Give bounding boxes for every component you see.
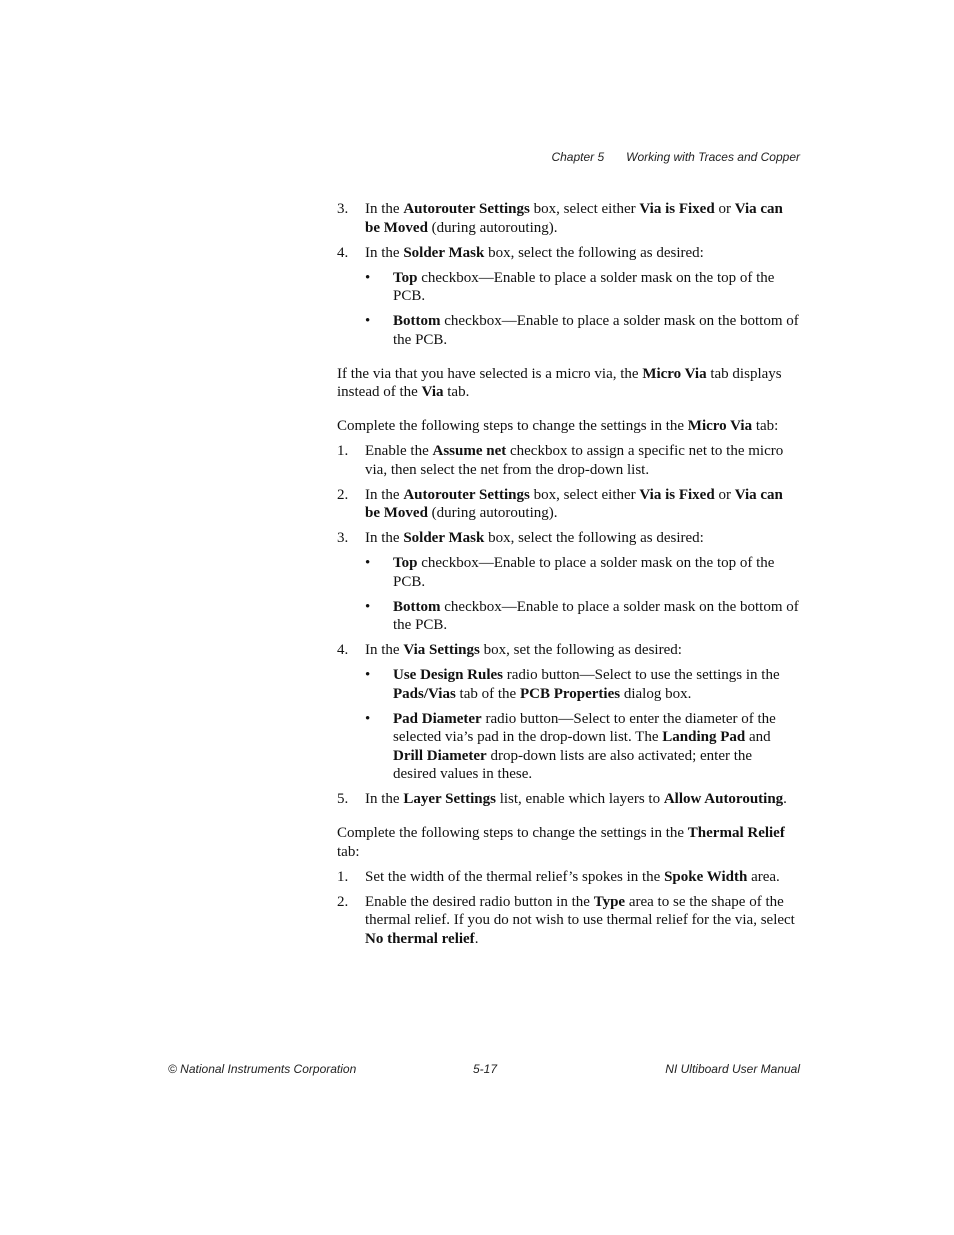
bullet-item: • Use Design Rules radio button—Select to use the settings in the Pads/Vias tab of the PCB Properties dialog box. [365, 667, 780, 702]
via-step-4: 4. In the Solder Mask box, select the following as desired: [337, 244, 704, 261]
chapter-title: Working with Traces and Copper [626, 150, 800, 164]
micro-via-step-5: 5. In the Layer Settings list, enable which layers to Allow Autorouting. [337, 791, 787, 807]
micro-via-note: If the via that you have selected is a micro via, the Micro Via tab displays instead of the Via tab. [337, 365, 782, 400]
page-number: 5-17 [473, 1062, 498, 1076]
footer-copyright: © National Instruments Corporation [168, 1062, 357, 1076]
micro-via-step-4: 4. In the Via Settings box, set the following as desired: [337, 642, 682, 658]
bullet-item: • Pad Diameter radio button—Select to enter the diameter of the selected via’s pad in the drop-down list. The Landing Pad and Drill Diameter drop-down lists are also activated; enter the desired values in these. [365, 710, 776, 782]
bullet-item: • Top checkbox—Enable to place a solder mask on the top of the PCB. [365, 555, 775, 590]
thermal-step-1: 1. Set the width of the thermal relief’s spokes in the Spoke Width area. [337, 868, 780, 885]
bullet-item: • Top checkbox—Enable to place a solder mask on the top of the PCB. [365, 269, 775, 304]
running-header [551, 150, 800, 164]
body-text [337, 200, 799, 955]
micro-via-intro: Complete the following steps to change the settings in the Micro Via tab: [337, 418, 779, 434]
micro-via-step-2: 2. In the Autorouter Settings box, select either Via is Fixed or Via can be Moved (during autorouting). [337, 486, 783, 521]
chapter-label: Chapter 5 [551, 150, 605, 164]
thermal-relief-intro: Complete the following steps to change the settings in the Thermal Relief tab: [337, 825, 785, 860]
bullet-item: • Bottom checkbox—Enable to place a solder mask on the bottom of the PCB. [365, 598, 799, 633]
micro-via-step-1: 1. Enable the Assume net checkbox to assign a specific net to the micro via, then select the net from the drop-down list. [337, 443, 784, 478]
footer-manual-title: NI Ultiboard User Manual [665, 1062, 800, 1076]
bullet-item: • Bottom checkbox—Enable to place a solder mask on the bottom of the PCB. [365, 313, 799, 348]
micro-via-step-3: 3. In the Solder Mask box, select the following as desired: [337, 530, 704, 546]
thermal-step-2: 2. Enable the desired radio button in the Type area to se the shape of the thermal relief. If you do not wish to use thermal relief for the via, select No thermal relief. [337, 893, 795, 947]
via-step-3: 3. In the Autorouter Settings box, select either Via is Fixed or Via can be Moved (during autorouting). [337, 201, 783, 236]
